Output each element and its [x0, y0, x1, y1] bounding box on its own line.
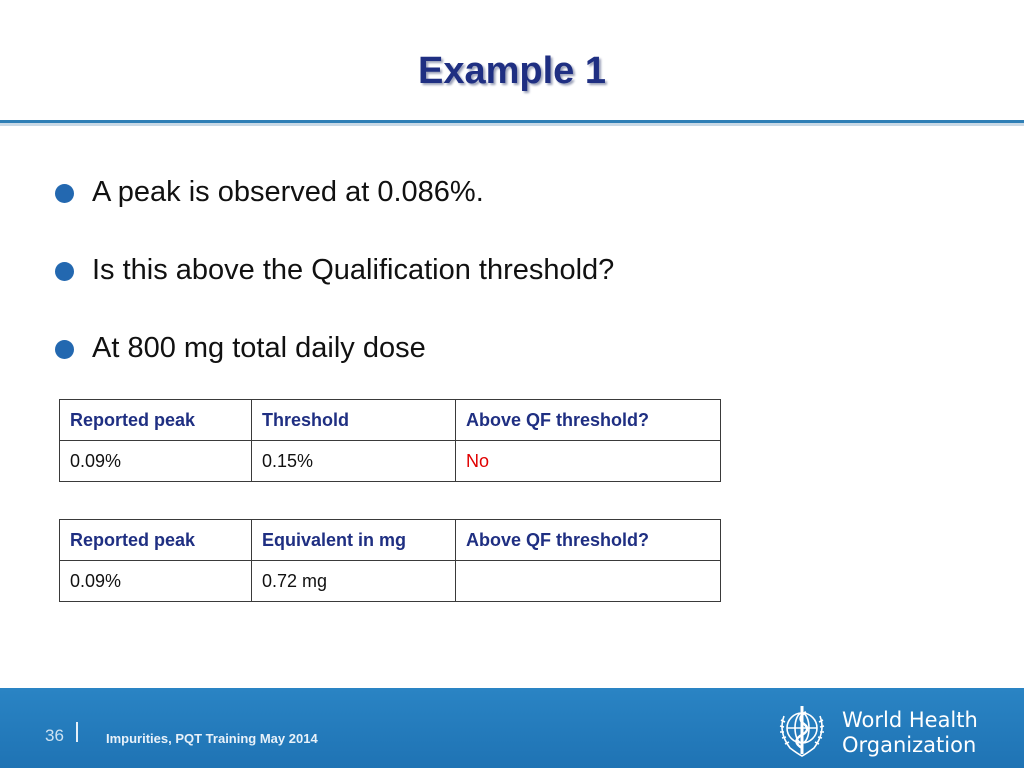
table-cell: 0.15%	[252, 441, 456, 482]
table-header-cell: Reported peak	[60, 400, 252, 441]
who-emblem-icon	[770, 698, 834, 762]
org-name-line2: Organization	[842, 733, 977, 757]
table-header-cell: Threshold	[252, 400, 456, 441]
footer-bar	[0, 688, 1024, 768]
title-divider-shadow	[0, 123, 1024, 126]
table-header-cell: Above QF threshold?	[456, 520, 721, 561]
threshold-table	[59, 399, 721, 482]
table-row	[60, 441, 721, 482]
footer-note: Impurities, PQT Training May 2014	[106, 731, 318, 746]
table-header-cell: Above QF threshold?	[456, 400, 721, 441]
table-header-cell: Equivalent in mg	[252, 520, 456, 561]
table-header-cell: Reported peak	[60, 520, 252, 561]
table-cell: 0.72 mg	[252, 561, 456, 602]
table-cell-result	[456, 561, 721, 602]
table-cell: 0.09%	[60, 561, 252, 602]
table-row	[60, 561, 721, 602]
table-header-row	[60, 400, 721, 441]
page-number: 36	[45, 726, 64, 745]
who-wordmark	[842, 708, 978, 758]
bullet-list	[55, 170, 614, 404]
page-number-divider	[76, 722, 78, 742]
bullet-item: A peak is observed at 0.086%.	[55, 170, 614, 248]
table-header-row	[60, 520, 721, 561]
table-cell: 0.09%	[60, 441, 252, 482]
bullet-item: At 800 mg total daily dose	[55, 326, 614, 404]
equivalent-mg-table	[59, 519, 721, 602]
bullet-item: Is this above the Qualification threshold?	[55, 248, 614, 326]
table-cell-result: No	[456, 441, 721, 482]
org-name-line1: World Health	[842, 708, 978, 732]
slide-title: Example 1	[418, 50, 606, 92]
